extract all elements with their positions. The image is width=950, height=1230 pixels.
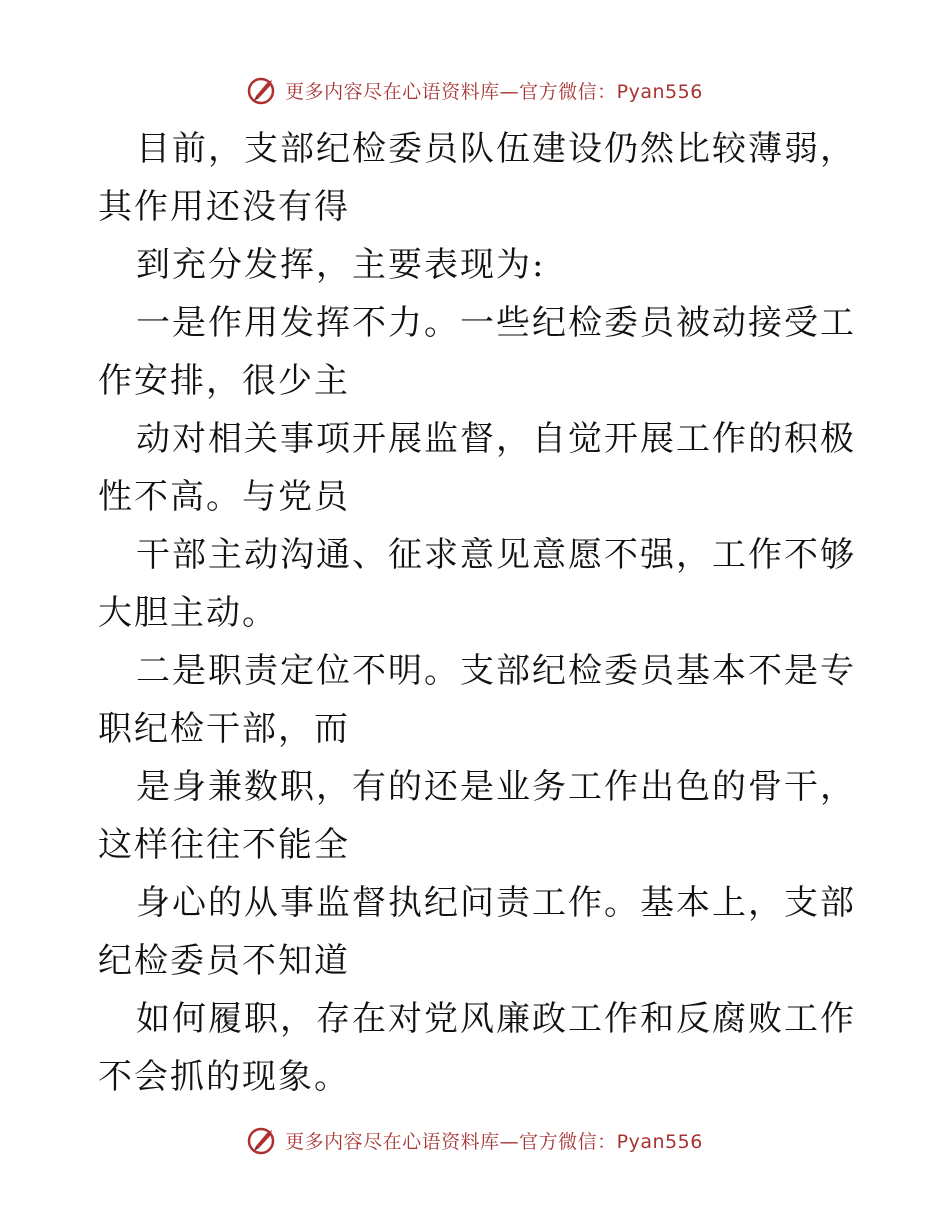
- paragraph: 一是作用发挥不力。一些纪检委员被动接受工作安排，很少主: [98, 303, 856, 401]
- paragraph: 干部主动沟通、征求意见意愿不强，工作不够大胆主动。: [98, 535, 856, 633]
- pen-nib-logo-icon: [247, 1124, 279, 1156]
- paragraph: 目前，支部纪检委员队伍建设仍然比较薄弱，其作用还没有得: [98, 129, 856, 227]
- header-banner-text: 更多内容尽在心语资料库—官方微信：Pyan556: [285, 80, 703, 103]
- header-banner: [0, 70, 950, 110]
- document-body: [98, 120, 858, 1106]
- footer-banner-text: 更多内容尽在心语资料库—官方微信：Pyan556: [285, 1130, 703, 1153]
- paragraph: 二是职责定位不明。支部纪检委员基本不是专职纪检干部，而: [98, 651, 856, 749]
- paragraph: 如何履职，存在对党风廉政工作和反腐败工作不会抓的现象。: [98, 999, 856, 1097]
- pen-nib-logo-icon: [247, 74, 279, 106]
- paragraph: 到充分发挥，主要表现为:: [136, 245, 546, 285]
- paragraph: 动对相关事项开展监督，自觉开展工作的积极性不高。与党员: [98, 419, 856, 517]
- footer-banner: [0, 1120, 950, 1160]
- paragraph: 身心的从事监督执纪问责工作。基本上，支部纪检委员不知道: [98, 883, 856, 981]
- paragraph: 是身兼数职，有的还是业务工作出色的骨干，这样往往不能全: [98, 767, 856, 865]
